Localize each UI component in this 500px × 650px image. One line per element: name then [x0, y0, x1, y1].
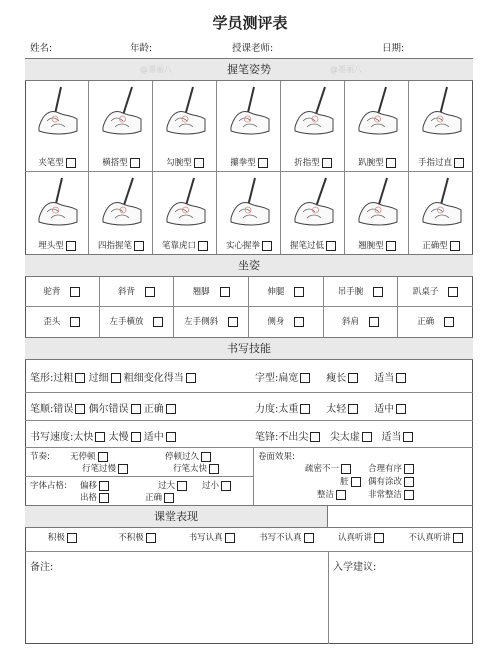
- divider: [25, 476, 253, 477]
- grip-option: [345, 172, 409, 254]
- grip-option-label: [409, 239, 473, 251]
- grid-opt-5: [145, 491, 174, 503]
- grip-label-text: 趴腕型: [358, 158, 384, 168]
- checkbox[interactable]: [153, 317, 163, 327]
- section-writing: 书写技能: [25, 337, 473, 360]
- grip-label-text: 夹笔型: [38, 158, 64, 168]
- skill-rhythm-label: 节奏:: [30, 452, 50, 462]
- checkbox[interactable]: [448, 287, 458, 297]
- sitting-label: 斜背: [117, 287, 135, 297]
- grip-label-text: 攥拳型: [230, 158, 256, 168]
- sitting-label: 左手侧斜: [184, 317, 219, 327]
- hand-grip-illustration: [353, 83, 401, 139]
- skill-label: 力度:: [255, 404, 279, 415]
- checkbox[interactable]: [221, 481, 231, 491]
- classroom-option: [398, 531, 473, 543]
- layout-opt-5: [317, 488, 346, 500]
- checkbox[interactable]: [404, 477, 414, 487]
- option-label: 尖太虚: [329, 432, 360, 443]
- layout-opt-6: [368, 488, 414, 500]
- option-label: 过大: [158, 481, 176, 491]
- classroom-label: 书写不认真: [259, 533, 302, 543]
- skill-label: 书写速度:: [30, 432, 74, 443]
- layout-opt-3: [340, 475, 361, 487]
- rhythm-opt-4: [173, 462, 219, 474]
- watermark-left: @墨丽八: [140, 65, 172, 74]
- checkbox[interactable]: [310, 432, 320, 442]
- checkbox[interactable]: [362, 432, 372, 442]
- option-label: 适当: [381, 432, 402, 443]
- sitting-option: [398, 307, 473, 337]
- grip-option: [89, 172, 153, 254]
- sitting-label: 伸腿: [267, 287, 285, 297]
- hand-grip-illustration: [97, 83, 145, 139]
- sitting-label: 吊手腕: [337, 287, 364, 297]
- grid-opt-4: [80, 491, 109, 503]
- checkbox[interactable]: [186, 373, 196, 383]
- grip-label-text: 四指握笔: [97, 241, 132, 251]
- grip-label-text: 手指过直: [417, 158, 452, 168]
- checkbox[interactable]: [70, 287, 80, 297]
- sitting-label: 驼背: [43, 287, 61, 297]
- option-label: 扁宽: [278, 373, 299, 384]
- grip-option: [25, 172, 89, 254]
- grip-option-label: [217, 156, 281, 168]
- checkbox[interactable]: [166, 432, 176, 442]
- checkbox[interactable]: [404, 464, 414, 474]
- skill-label: 笔顺:: [30, 404, 54, 415]
- checkbox[interactable]: [131, 404, 141, 414]
- grip-option: [153, 81, 217, 171]
- layout-opt-1: [305, 462, 351, 474]
- advice-label: 入学建议:: [333, 562, 377, 573]
- checkbox[interactable]: [404, 490, 414, 500]
- checkbox[interactable]: [454, 158, 464, 168]
- checkbox[interactable]: [450, 241, 460, 251]
- checkbox[interactable]: [294, 287, 304, 297]
- checkbox[interactable]: [262, 241, 272, 251]
- option-label: 合理有序: [368, 464, 403, 474]
- divider: [25, 420, 473, 421]
- classroom-row: [25, 531, 473, 549]
- checkbox[interactable]: [336, 490, 346, 500]
- grip-option: [217, 81, 281, 171]
- option-label: 行笔太快: [173, 464, 208, 474]
- checkbox[interactable]: [130, 158, 140, 168]
- skill-grid-label: 字体占格:: [30, 481, 67, 491]
- divider: [25, 392, 473, 393]
- sitting-grid: [25, 277, 473, 337]
- rhythm-opt-3: [82, 462, 128, 474]
- section-pen-grip: 握笔姿势: [25, 58, 473, 81]
- grip-option: [153, 172, 217, 254]
- grid-opt-1: [80, 479, 109, 491]
- grip-label-text: 勾腕型: [166, 158, 192, 168]
- checkbox[interactable]: [66, 241, 76, 251]
- grip-label-text: 埋头型: [38, 241, 64, 251]
- checkbox[interactable]: [166, 404, 176, 414]
- checkbox[interactable]: [111, 373, 121, 383]
- option-label: 适当: [374, 373, 395, 384]
- checkbox[interactable]: [396, 373, 406, 383]
- page-title: 学员测评表: [212, 14, 288, 32]
- grip-option-label: [89, 156, 153, 168]
- remarks-area[interactable]: [30, 575, 323, 639]
- hand-grip-illustration: [417, 83, 465, 139]
- skill-stroke-order: [30, 400, 176, 415]
- checkbox[interactable]: [194, 158, 204, 168]
- grid-opt-3: [202, 479, 231, 491]
- option-label: 整洁: [317, 490, 335, 500]
- sitting-label: 正确: [417, 317, 435, 327]
- classroom-label: 不积极: [118, 533, 144, 543]
- checkbox[interactable]: [374, 533, 384, 543]
- option-label: 正确: [143, 404, 164, 415]
- checkbox[interactable]: [304, 533, 314, 543]
- sitting-option: [100, 277, 175, 307]
- checkbox[interactable]: [322, 158, 332, 168]
- option-label: 太慢: [108, 432, 129, 443]
- hand-grip-illustration: [353, 174, 401, 230]
- grip-option-label: [345, 239, 409, 251]
- grip-label-text: 笔靠虎口: [161, 241, 196, 251]
- rhythm-opt-2: [165, 450, 211, 462]
- grip-option-label: [153, 156, 217, 168]
- option-label: 适中: [374, 404, 395, 415]
- grip-label-text: 横搭型: [102, 158, 128, 168]
- skill-stroke-shape: [30, 369, 196, 384]
- grip-option: [89, 81, 153, 171]
- option-label: 停顿过久: [165, 452, 200, 462]
- grip-option-label: [153, 239, 217, 251]
- checkbox[interactable]: [146, 533, 156, 543]
- classroom-label: 积极: [47, 533, 65, 543]
- grip-label-text: 正确型: [422, 241, 448, 251]
- grip-option: [345, 81, 409, 171]
- sitting-option: [100, 307, 175, 337]
- sitting-option: [25, 307, 100, 337]
- sitting-option: [174, 307, 249, 337]
- sitting-option: [324, 307, 399, 337]
- hand-grip-illustration: [33, 174, 81, 230]
- option-label: 不出尖: [278, 432, 309, 443]
- date-field[interactable]: 日期:: [382, 43, 405, 54]
- classroom-label: 书写认真: [188, 533, 223, 543]
- sitting-label: 翘脚: [192, 287, 210, 297]
- sitting-label: 左手横放: [109, 317, 144, 327]
- checkbox[interactable]: [177, 481, 187, 491]
- grip-row-1: [25, 81, 473, 171]
- grip-label-text: 实心握拳: [225, 241, 260, 251]
- checkbox[interactable]: [67, 533, 77, 543]
- skill-label: 字型:: [255, 373, 279, 384]
- sitting-option: [249, 277, 324, 307]
- checkbox[interactable]: [99, 481, 109, 491]
- grip-row-2: [25, 172, 473, 254]
- option-label: 瘦长: [326, 373, 347, 384]
- skill-label: 笔锋:: [255, 432, 279, 443]
- checkbox[interactable]: [75, 404, 85, 414]
- grip-option: [217, 172, 281, 254]
- skill-label: 笔形:: [30, 373, 54, 384]
- classroom-option: [25, 531, 100, 543]
- grid-opt-2: [158, 479, 187, 491]
- section-sitting: 坐姿: [25, 254, 473, 277]
- grip-label-text: 握笔过低: [289, 241, 324, 251]
- option-label: 过粗: [53, 373, 74, 384]
- checkbox[interactable]: [341, 464, 351, 474]
- option-label: 正确: [145, 493, 163, 503]
- checkbox[interactable]: [198, 241, 208, 251]
- checkbox[interactable]: [300, 373, 310, 383]
- checkbox[interactable]: [75, 373, 85, 383]
- checkbox[interactable]: [300, 404, 310, 414]
- checkbox[interactable]: [403, 432, 413, 442]
- checkbox[interactable]: [294, 317, 304, 327]
- checkbox[interactable]: [99, 493, 109, 503]
- checkbox[interactable]: [225, 533, 235, 543]
- sitting-label: 斜肩: [341, 317, 359, 327]
- sitting-option: [25, 277, 100, 307]
- checkbox[interactable]: [98, 452, 108, 462]
- checkbox[interactable]: [348, 404, 358, 414]
- skill-layout-label: 卷面效果:: [258, 452, 295, 462]
- hand-grip-illustration: [225, 174, 273, 230]
- hand-grip-illustration: [161, 174, 209, 230]
- option-label: 适中: [143, 432, 164, 443]
- grip-option-label: [89, 239, 153, 251]
- classroom-option: [174, 531, 249, 543]
- name-field[interactable]: 姓名:: [30, 43, 53, 54]
- sitting-label: 趴桌子: [412, 287, 439, 297]
- classroom-option: [249, 531, 324, 543]
- option-label: 脏: [340, 477, 349, 487]
- grip-option: [281, 172, 345, 254]
- classroom-blank-cell: [328, 505, 473, 528]
- grip-option-label: [25, 156, 89, 168]
- skill-glyph-shape: [255, 369, 406, 384]
- checkbox[interactable]: [209, 464, 219, 474]
- sitting-label: 侧身: [267, 317, 285, 327]
- skill-tip: [255, 428, 413, 443]
- checkbox[interactable]: [386, 158, 396, 168]
- grip-option: [409, 81, 473, 171]
- checkbox[interactable]: [145, 287, 155, 297]
- checkbox[interactable]: [228, 317, 238, 327]
- teacher-field[interactable]: 授课老师:: [232, 43, 274, 54]
- checkbox[interactable]: [396, 404, 406, 414]
- option-label: 疏密不一: [305, 464, 340, 474]
- option-label: 非常整洁: [368, 490, 403, 500]
- option-label: 过小: [202, 481, 220, 491]
- option-label: 过细: [88, 373, 109, 384]
- grip-option-label: [345, 156, 409, 168]
- hand-grip-illustration: [33, 83, 81, 139]
- watermark-right: @墨丽八: [330, 65, 362, 74]
- checkbox[interactable]: [66, 158, 76, 168]
- checkbox[interactable]: [348, 373, 358, 383]
- sitting-option: [324, 277, 399, 307]
- grip-option-label: [281, 156, 345, 168]
- grip-option-label: [25, 239, 89, 251]
- option-label: 太轻: [326, 404, 347, 415]
- divider: [253, 447, 254, 505]
- hand-grip-illustration: [289, 83, 337, 139]
- option-label: 无停顿: [70, 452, 96, 462]
- sitting-option: [249, 307, 324, 337]
- checkbox[interactable]: [220, 287, 230, 297]
- layout-opt-2: [368, 462, 414, 474]
- advice-area[interactable]: [333, 575, 468, 639]
- option-label: 偏移: [80, 481, 98, 491]
- option-label: 粗细变化得当: [123, 373, 184, 384]
- option-label: 太重: [278, 404, 299, 415]
- sitting-option: [174, 277, 249, 307]
- hand-grip-illustration: [97, 174, 145, 230]
- option-label: 行笔过慢: [82, 464, 117, 474]
- divider: [25, 447, 473, 448]
- checkbox[interactable]: [326, 241, 336, 251]
- checkbox[interactable]: [258, 158, 268, 168]
- skill-force: [255, 400, 406, 415]
- skill-speed: [30, 428, 176, 443]
- checkbox[interactable]: [201, 452, 211, 462]
- grip-option-label: [281, 239, 345, 251]
- grip-option: [281, 81, 345, 171]
- grip-label-text: 折指型: [294, 158, 320, 168]
- checkbox[interactable]: [95, 432, 105, 442]
- checkbox[interactable]: [70, 317, 80, 327]
- rhythm-opt-1: [70, 450, 108, 462]
- checkbox[interactable]: [386, 241, 396, 251]
- layout-opt-4: [368, 475, 414, 487]
- sitting-option: [398, 277, 473, 307]
- checkbox[interactable]: [351, 477, 361, 487]
- checkbox[interactable]: [444, 317, 454, 327]
- sitting-label: 歪头: [43, 317, 61, 327]
- classroom-option: [100, 531, 175, 543]
- option-label: 偶有涂改: [368, 477, 403, 487]
- classroom-option: [324, 531, 399, 543]
- checkbox[interactable]: [118, 464, 128, 474]
- classroom-label: 认真听讲: [337, 533, 372, 543]
- option-label: 太快: [73, 432, 94, 443]
- option-label: 错误: [53, 404, 74, 415]
- section-classroom: 课堂表现: [25, 505, 328, 528]
- grip-option: [409, 172, 473, 254]
- grip-option-label: [409, 156, 473, 168]
- checkbox[interactable]: [131, 432, 141, 442]
- hand-grip-illustration: [289, 174, 337, 230]
- checkbox[interactable]: [164, 493, 174, 503]
- grip-option-label: [217, 239, 281, 251]
- grip-label-text: 翘腕型: [358, 241, 384, 251]
- divider: [328, 551, 329, 644]
- checkbox[interactable]: [373, 287, 383, 297]
- grip-option: [25, 81, 89, 171]
- option-label: 出格: [80, 493, 98, 503]
- hand-grip-illustration: [161, 83, 209, 139]
- checkbox[interactable]: [369, 317, 379, 327]
- hand-grip-illustration: [225, 83, 273, 139]
- divider: [25, 551, 473, 552]
- checkbox[interactable]: [453, 533, 463, 543]
- checkbox[interactable]: [134, 241, 144, 251]
- age-field[interactable]: 年龄:: [130, 43, 153, 54]
- option-label: 偶尔错误: [88, 404, 129, 415]
- classroom-label: 不认真听讲: [408, 533, 451, 543]
- hand-grip-illustration: [417, 174, 465, 230]
- remarks-label: 备注:: [30, 562, 54, 573]
